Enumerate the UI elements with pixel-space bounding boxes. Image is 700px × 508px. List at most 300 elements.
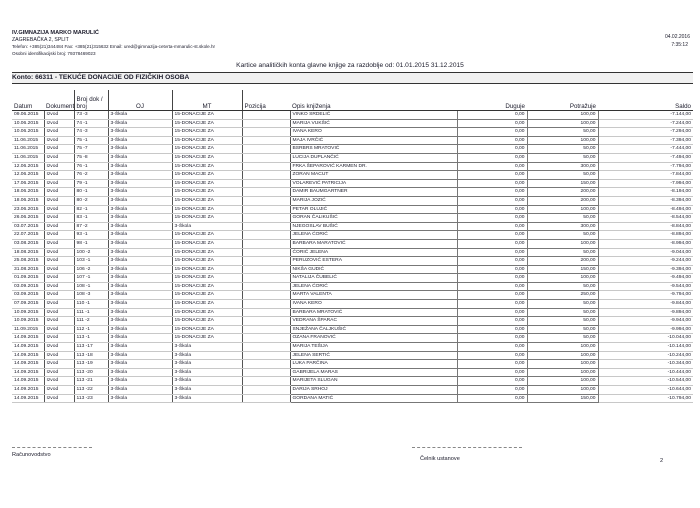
- cell-oj: 3-Škola: [108, 377, 172, 386]
- cell-mt: 15-DONACIJE ZA: [172, 308, 242, 317]
- cell-oj: 3-Škola: [108, 196, 172, 205]
- cell-pozicija: [242, 214, 290, 223]
- cell-oj: 3-Škola: [108, 265, 172, 274]
- cell-saldo: -9.244,00: [598, 257, 693, 266]
- cell-broj: 93 -1: [74, 231, 108, 240]
- cell-oj: 3-Škola: [108, 325, 172, 334]
- cell-dokument: Izvod: [44, 368, 74, 377]
- cell-oj: 3-Škola: [108, 171, 172, 180]
- cell-datum: 14.09.2015: [12, 394, 44, 403]
- cell-potrazuje: 150,00: [527, 179, 598, 188]
- cell-broj: 113 -22: [74, 386, 108, 395]
- cell-duguje: 0,00: [457, 300, 527, 309]
- cell-potrazuje: 50,00: [527, 300, 598, 309]
- cell-duguje: 0,00: [457, 291, 527, 300]
- cell-duguje: 0,00: [457, 153, 527, 162]
- cell-mt: 3-Škola: [172, 360, 242, 369]
- table-row: [12, 291, 693, 300]
- cell-broj: 108 -1: [74, 282, 108, 291]
- cell-oj: 3-Škola: [108, 291, 172, 300]
- cell-opis: NIKŠA GUDIĆ: [290, 265, 457, 274]
- cell-potrazuje: 100,00: [527, 136, 598, 145]
- cell-datum: 10.06.2015: [12, 128, 44, 137]
- cell-datum: 17.06.2015: [12, 179, 44, 188]
- cell-broj: 112 -1: [74, 325, 108, 334]
- cell-mt: 15-DONACIJE ZA: [172, 248, 242, 257]
- cell-pozicija: [242, 119, 290, 128]
- cell-saldo: -8.544,00: [598, 214, 693, 223]
- cell-datum: 12.06.2015: [12, 162, 44, 171]
- cell-duguje: 0,00: [457, 222, 527, 231]
- cell-broj: 107 -1: [74, 274, 108, 283]
- cell-oj: 3-Škola: [108, 111, 172, 120]
- cell-opis: MARIJA VUKŠIĆ: [290, 119, 457, 128]
- cell-oj: 3-Škola: [108, 334, 172, 343]
- cell-saldo: -10.044,00: [598, 334, 693, 343]
- cell-datum: 10.09.2015: [12, 308, 44, 317]
- cell-mt: 15-DONACIJE ZA: [172, 317, 242, 326]
- cell-mt: 3-Škola: [172, 377, 242, 386]
- cell-oj: 3-Škola: [108, 222, 172, 231]
- cell-mt: 15-DONACIJE ZA: [172, 171, 242, 180]
- cell-broj: 87 -2: [74, 222, 108, 231]
- cell-broj: 80 -2: [74, 196, 108, 205]
- cell-opis: JELENA ĆORIĆ: [290, 282, 457, 291]
- cell-datum: 23.06.2015: [12, 205, 44, 214]
- col-header-datum: Datum: [12, 90, 44, 111]
- cell-datum: 03.07.2015: [12, 222, 44, 231]
- cell-opis: GORAN ČALIKUŠIĆ: [290, 214, 457, 223]
- cell-broj: 79 -1: [74, 179, 108, 188]
- cell-saldo: -10.344,00: [598, 360, 693, 369]
- cell-datum: 14.09.2015: [12, 368, 44, 377]
- cell-opis: BSRBRS MRATOVIĆ: [290, 145, 457, 154]
- cell-datum: 11.06.2015: [12, 136, 44, 145]
- table-row: [12, 257, 693, 266]
- cell-opis: PERUZOVIĆ ESTERA: [290, 257, 457, 266]
- cell-opis: MARTA VALENTA: [290, 291, 457, 300]
- cell-datum: 11.06.2015: [12, 145, 44, 154]
- cell-broj: 100 -2: [74, 248, 108, 257]
- cell-duguje: 0,00: [457, 334, 527, 343]
- cell-saldo: -9.544,00: [598, 282, 693, 291]
- cell-duguje: 0,00: [457, 196, 527, 205]
- cell-oj: 3-Škola: [108, 343, 172, 352]
- cell-opis: DARIJA SRHOJ: [290, 386, 457, 395]
- cell-potrazuje: 50,00: [527, 214, 598, 223]
- cell-saldo: -7.294,00: [598, 128, 693, 137]
- cell-datum: 18.08.2015: [12, 248, 44, 257]
- col-header-opis: Opis knjiženja: [290, 90, 457, 111]
- cell-duguje: 0,00: [457, 368, 527, 377]
- cell-opis: ĆORIĆ JELENA: [290, 248, 457, 257]
- cell-dokument: Izvod: [44, 325, 74, 334]
- cell-saldo: -10.444,00: [598, 368, 693, 377]
- cell-duguje: 0,00: [457, 265, 527, 274]
- cell-dokument: Izvod: [44, 274, 74, 283]
- cell-saldo: -7.244,00: [598, 119, 693, 128]
- cell-saldo: -9.394,00: [598, 265, 693, 274]
- cell-broj: 74 -1: [74, 119, 108, 128]
- cell-saldo: -10.244,00: [598, 351, 693, 360]
- cell-opis: IVANA KERO: [290, 128, 457, 137]
- cell-datum: 01.09.2015: [12, 274, 44, 283]
- cell-duguje: 0,00: [457, 214, 527, 223]
- cell-mt: 15-DONACIJE ZA: [172, 119, 242, 128]
- cell-dokument: Izvod: [44, 196, 74, 205]
- ledger-body: [12, 111, 693, 403]
- cell-oj: 3-Škola: [108, 128, 172, 137]
- cell-saldo: -8.194,00: [598, 188, 693, 197]
- cell-saldo: -8.394,00: [598, 196, 693, 205]
- contact-line: Telefon: +385(21)344484 Fax: +385(21)315632 Email: ured@gimnazija-cetvrta-mmarulic-st.skole.hr: [12, 44, 216, 49]
- cell-broj: 113 -23: [74, 394, 108, 403]
- cell-oj: 3-Škola: [108, 317, 172, 326]
- cell-broj: 113 -17: [74, 343, 108, 352]
- cell-mt: 15-DONACIJE ZA: [172, 179, 242, 188]
- cell-mt: 3-Škola: [172, 222, 242, 231]
- cell-datum: 09.06.2015: [12, 111, 44, 120]
- cell-dokument: Izvod: [44, 188, 74, 197]
- cell-pozicija: [242, 334, 290, 343]
- cell-dokument: Izvod: [44, 248, 74, 257]
- cell-potrazuje: 50,00: [527, 145, 598, 154]
- cell-oj: 3-Škola: [108, 386, 172, 395]
- cell-mt: 15-DONACIJE ZA: [172, 291, 242, 300]
- cell-mt: 15-DONACIJE ZA: [172, 257, 242, 266]
- cell-saldo: -9.794,00: [598, 291, 693, 300]
- cell-datum: 03.09.2015: [12, 282, 44, 291]
- table-row: [12, 282, 693, 291]
- cell-duguje: 0,00: [457, 377, 527, 386]
- cell-saldo: -7.394,00: [598, 136, 693, 145]
- cell-duguje: 0,00: [457, 231, 527, 240]
- cell-oj: 3-Škola: [108, 136, 172, 145]
- cell-potrazuje: 50,00: [527, 282, 598, 291]
- cell-datum: 14.09.2015: [12, 343, 44, 352]
- cell-saldo: -10.644,00: [598, 386, 693, 395]
- cell-saldo: -9.844,00: [598, 300, 693, 309]
- table-row: [12, 222, 693, 231]
- cell-duguje: 0,00: [457, 282, 527, 291]
- cell-saldo: -9.044,00: [598, 248, 693, 257]
- cell-mt: 15-DONACIJE ZA: [172, 205, 242, 214]
- cell-pozicija: [242, 308, 290, 317]
- oib-line: Osobni identifikacijski broj: 79378469023: [12, 51, 96, 56]
- cell-broj: 83 -1: [74, 214, 108, 223]
- cell-datum: 18.06.2015: [12, 188, 44, 197]
- cell-dokument: Izvod: [44, 334, 74, 343]
- table-row: [12, 325, 693, 334]
- ledger-table: [12, 90, 693, 403]
- cell-potrazuje: 250,00: [527, 291, 598, 300]
- cell-opis: NJEGOSLAV BUŠIĆ: [290, 222, 457, 231]
- cell-saldo: -7.444,00: [598, 145, 693, 154]
- cell-saldo: -7.494,00: [598, 153, 693, 162]
- cell-oj: 3-Škola: [108, 282, 172, 291]
- cell-datum: 11.09.2015: [12, 325, 44, 334]
- cell-dokument: Izvod: [44, 300, 74, 309]
- cell-potrazuje: 150,00: [527, 394, 598, 403]
- col-header-mt: MT: [172, 90, 242, 111]
- cell-broj: 113 -21: [74, 377, 108, 386]
- cell-duguje: 0,00: [457, 119, 527, 128]
- cell-broj: 75 -7: [74, 145, 108, 154]
- col-header-broj-dok: Broj dok / broj: [74, 90, 108, 111]
- cell-duguje: 0,00: [457, 325, 527, 334]
- cell-pozicija: [242, 274, 290, 283]
- cell-potrazuje: 100,00: [527, 377, 598, 386]
- cell-pozicija: [242, 231, 290, 240]
- table-row: [12, 153, 693, 162]
- table-row: [12, 265, 693, 274]
- cell-pozicija: [242, 377, 290, 386]
- cell-opis: BARBARA MARATOVIĆ: [290, 239, 457, 248]
- cell-datum: 14.09.2015: [12, 386, 44, 395]
- cell-datum: 14.09.2015: [12, 377, 44, 386]
- cell-broj: 76 -1: [74, 162, 108, 171]
- cell-datum: 12.06.2015: [12, 171, 44, 180]
- cell-mt: 15-DONACIJE ZA: [172, 162, 242, 171]
- cell-broj: 113 -18: [74, 351, 108, 360]
- cell-potrazuje: 50,00: [527, 325, 598, 334]
- cell-duguje: 0,00: [457, 248, 527, 257]
- cell-datum: 26.06.2015: [12, 214, 44, 223]
- cell-broj: 111 -2: [74, 317, 108, 326]
- cell-datum: 14.09.2015: [12, 351, 44, 360]
- cell-broj: 113 -20: [74, 368, 108, 377]
- cell-pozicija: [242, 257, 290, 266]
- cell-datum: 14.09.2015: [12, 360, 44, 369]
- cell-datum: 03.09.2015: [12, 291, 44, 300]
- table-row: [12, 360, 693, 369]
- col-header-saldo: Saldo: [598, 90, 693, 111]
- cell-oj: 3-Škola: [108, 231, 172, 240]
- cell-potrazuje: 100,00: [527, 205, 598, 214]
- cell-opis: LUKA PARČINA: [290, 360, 457, 369]
- print-time: 7:35:12: [671, 42, 688, 48]
- cell-opis: LUCIJA DUPLANČIĆ: [290, 153, 457, 162]
- cell-pozicija: [242, 188, 290, 197]
- cell-mt: 15-DONACIJE ZA: [172, 300, 242, 309]
- cell-mt: 15-DONACIJE ZA: [172, 196, 242, 205]
- cell-mt: 15-DONACIJE ZA: [172, 145, 242, 154]
- cell-opis: BARBARA MRATOVIĆ: [290, 308, 457, 317]
- col-header-duguje: Duguje: [457, 90, 527, 111]
- cell-datum: 18.06.2015: [12, 196, 44, 205]
- cell-potrazuje: 100,00: [527, 360, 598, 369]
- cell-dokument: Izvod: [44, 119, 74, 128]
- cell-oj: 3-Škola: [108, 351, 172, 360]
- cell-broj: 108 -3: [74, 291, 108, 300]
- cell-mt: 15-DONACIJE ZA: [172, 188, 242, 197]
- table-row: [12, 317, 693, 326]
- cell-dokument: Izvod: [44, 222, 74, 231]
- cell-oj: 3-Škola: [108, 153, 172, 162]
- cell-oj: 3-Škola: [108, 274, 172, 283]
- table-row: [12, 239, 693, 248]
- cell-broj: 106 -2: [74, 265, 108, 274]
- accounting-signature-label: Računovodstvo: [12, 452, 51, 458]
- cell-oj: 3-Škola: [108, 162, 172, 171]
- konto-heading: Konto: 66311 - TEKUĆE DONACIJE OD FIZIČKIH OSOBA: [12, 72, 693, 84]
- cell-potrazuje: 200,00: [527, 196, 598, 205]
- cell-pozicija: [242, 265, 290, 274]
- cell-potrazuje: 50,00: [527, 248, 598, 257]
- cell-potrazuje: 100,00: [527, 368, 598, 377]
- cell-oj: 3-Škola: [108, 394, 172, 403]
- cell-mt: 3-Škola: [172, 386, 242, 395]
- cell-duguje: 0,00: [457, 239, 527, 248]
- col-header-pozicija: Pozicija: [242, 90, 290, 111]
- cell-pozicija: [242, 162, 290, 171]
- cell-saldo: -10.794,00: [598, 394, 693, 403]
- signature-line-left: [12, 447, 92, 448]
- cell-pozicija: [242, 136, 290, 145]
- table-row: [12, 274, 693, 283]
- cell-potrazuje: 300,00: [527, 162, 598, 171]
- cell-opis: MARIJETA SLUGAN: [290, 377, 457, 386]
- table-row: [12, 162, 693, 171]
- cell-opis: VEDRANA ŠPARAC: [290, 317, 457, 326]
- cell-saldo: -8.894,00: [598, 231, 693, 240]
- cell-datum: 31.08.2015: [12, 265, 44, 274]
- cell-pozicija: [242, 394, 290, 403]
- cell-potrazuje: 100,00: [527, 239, 598, 248]
- cell-saldo: -9.494,00: [598, 274, 693, 283]
- table-row: [12, 377, 693, 386]
- cell-dokument: Izvod: [44, 394, 74, 403]
- cell-oj: 3-Škola: [108, 300, 172, 309]
- cell-opis: OZANA FRANOVIĆ: [290, 334, 457, 343]
- col-header-oj: OJ: [108, 90, 172, 111]
- cell-oj: 3-Škola: [108, 308, 172, 317]
- cell-mt: 15-DONACIJE ZA: [172, 239, 242, 248]
- cell-opis: JELENA ĆORIĆ: [290, 231, 457, 240]
- cell-potrazuje: 50,00: [527, 171, 598, 180]
- cell-duguje: 0,00: [457, 386, 527, 395]
- cell-potrazuje: 200,00: [527, 188, 598, 197]
- cell-saldo: -8.844,00: [598, 222, 693, 231]
- cell-pozicija: [242, 343, 290, 352]
- cell-duguje: 0,00: [457, 188, 527, 197]
- cell-dokument: Izvod: [44, 386, 74, 395]
- cell-oj: 3-Škola: [108, 257, 172, 266]
- cell-duguje: 0,00: [457, 360, 527, 369]
- cell-potrazuje: 100,00: [527, 111, 598, 120]
- table-row: [12, 308, 693, 317]
- cell-datum: 14.09.2015: [12, 334, 44, 343]
- cell-pozicija: [242, 239, 290, 248]
- cell-dokument: Izvod: [44, 291, 74, 300]
- cell-opis: GORDANA MATIĆ: [290, 394, 457, 403]
- cell-opis: DAMIR BAUMGARTNER: [290, 188, 457, 197]
- cell-dokument: Izvod: [44, 231, 74, 240]
- cell-duguje: 0,00: [457, 257, 527, 266]
- cell-dokument: Izvod: [44, 145, 74, 154]
- cell-dokument: Izvod: [44, 128, 74, 137]
- cell-dokument: Izvod: [44, 377, 74, 386]
- table-row: [12, 394, 693, 403]
- cell-oj: 3-Škola: [108, 119, 172, 128]
- report-title: Kartice analitičkih konta glavne knjige za razdoblje od: 01.01.2015 31.12.2015: [236, 62, 464, 69]
- cell-potrazuje: 100,00: [527, 351, 598, 360]
- cell-potrazuje: 200,00: [527, 257, 598, 266]
- table-row: [12, 188, 693, 197]
- cell-pozicija: [242, 291, 290, 300]
- cell-datum: 11.06.2015: [12, 153, 44, 162]
- cell-dokument: Izvod: [44, 360, 74, 369]
- print-date: 04.02.2016: [664, 34, 690, 40]
- cell-potrazuje: 100,00: [527, 386, 598, 395]
- cell-potrazuje: 150,00: [527, 265, 598, 274]
- cell-saldo: -10.144,00: [598, 343, 693, 352]
- cell-mt: 15-DONACIJE ZA: [172, 231, 242, 240]
- cell-opis: NATALIJA ČUBELIĆ: [290, 274, 457, 283]
- table-row: [12, 334, 693, 343]
- cell-potrazuje: 50,00: [527, 128, 598, 137]
- cell-dokument: Izvod: [44, 282, 74, 291]
- cell-duguje: 0,00: [457, 145, 527, 154]
- table-header-row: [12, 90, 693, 111]
- cell-pozicija: [242, 128, 290, 137]
- cell-opis: JELENA SERTIĆ: [290, 351, 457, 360]
- cell-pozicija: [242, 145, 290, 154]
- cell-potrazuje: 50,00: [527, 317, 598, 326]
- cell-opis: VINKO SRDELIĆ: [290, 111, 457, 120]
- cell-mt: 3-Škola: [172, 368, 242, 377]
- cell-datum: 10.06.2015: [12, 119, 44, 128]
- cell-duguje: 0,00: [457, 111, 527, 120]
- cell-saldo: -8.994,00: [598, 239, 693, 248]
- cell-potrazuje: 100,00: [527, 343, 598, 352]
- school-name: IV.GIMNAZIJA MARKO MARULIĆ: [12, 30, 99, 36]
- cell-mt: 15-DONACIJE ZA: [172, 214, 242, 223]
- cell-dokument: Izvod: [44, 308, 74, 317]
- cell-opis: VOLAREVIĆ PATRICIJA: [290, 179, 457, 188]
- cell-potrazuje: 100,00: [527, 274, 598, 283]
- cell-broj: 111 -1: [74, 308, 108, 317]
- cell-pozicija: [242, 153, 290, 162]
- cell-saldo: -7.144,00: [598, 111, 693, 120]
- cell-broj: 103 -1: [74, 257, 108, 266]
- table-row: [12, 171, 693, 180]
- cell-mt: 3-Škola: [172, 351, 242, 360]
- cell-pozicija: [242, 196, 290, 205]
- cell-mt: 15-DONACIJE ZA: [172, 265, 242, 274]
- cell-duguje: 0,00: [457, 162, 527, 171]
- cell-dokument: Izvod: [44, 257, 74, 266]
- cell-duguje: 0,00: [457, 136, 527, 145]
- cell-mt: 15-DONACIJE ZA: [172, 153, 242, 162]
- cell-pozicija: [242, 179, 290, 188]
- head-signature-label: Čelnik ustanove: [420, 456, 460, 462]
- cell-oj: 3-Škola: [108, 145, 172, 154]
- table-row: [12, 368, 693, 377]
- cell-dokument: Izvod: [44, 317, 74, 326]
- cell-saldo: -7.844,00: [598, 171, 693, 180]
- cell-mt: 15-DONACIJE ZA: [172, 325, 242, 334]
- school-address: ZAGREBAČKA 2, SPLIT: [12, 37, 69, 43]
- cell-saldo: -9.994,00: [598, 325, 693, 334]
- cell-datum: 03.08.2015: [12, 239, 44, 248]
- cell-opis: FRKA ŠEPAROVIĆ KARMEN DR.: [290, 162, 457, 171]
- table-row: [12, 300, 693, 309]
- cell-pozicija: [242, 317, 290, 326]
- cell-broj: 82 -1: [74, 205, 108, 214]
- cell-duguje: 0,00: [457, 308, 527, 317]
- cell-mt: 15-DONACIJE ZA: [172, 128, 242, 137]
